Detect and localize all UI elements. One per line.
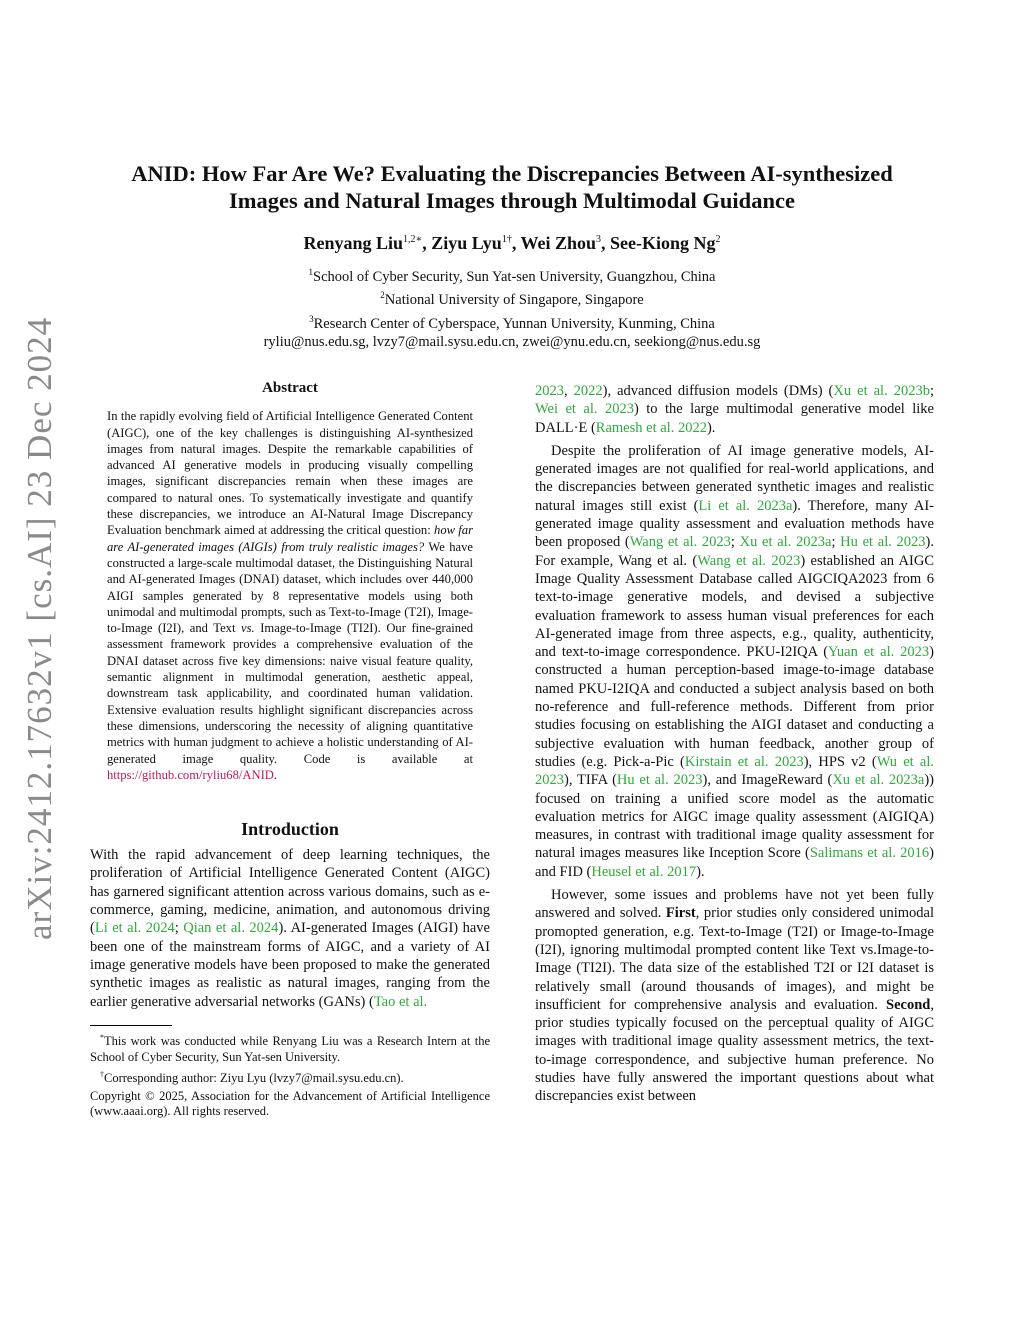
- paper-title: [60, 160, 964, 214]
- introduction-body-left: [90, 846, 490, 1011]
- abstract-text-part: Image-to-Image (TI2I). Our fine-grained assessment framework provides a comprehensive evaluation of the DNAI dataset across five key dimensions: naive visual feature quality, semantic alignment in multimodal generation, aesthetic appeal, downstream task applicability, and coordinated human validation. Extensive evaluation results highlight significant discrepancies across these dimensions, underscoring the necessity of aligning quantitative metrics with human judgment to achieve a holistic understanding of AI-generated image quality. Code is available at: [107, 621, 473, 766]
- copyright-notice: Copyright © 2025, Association for the Advancement of Artificial Intelligence (www.aaai.org). All rights reserved.: [90, 1088, 490, 1119]
- citation-link[interactable]: Ramesh et al. 2022: [595, 419, 707, 436]
- abstract-heading: Abstract: [262, 380, 318, 396]
- left-column: [90, 380, 490, 1122]
- citation-separator: ;: [730, 534, 740, 551]
- affiliation-text: School of Cyber Security, Sun Yat-sen University, Guangzhou, China: [313, 268, 716, 285]
- intro-text: , prior studies typically focused on the perceptual quality of AIGC images with traditional image quality assessment metrics, the text-to-image correspondence, and subjective human preference. No studies have fully answered the important questions about what discrepancies exist between: [535, 996, 934, 1105]
- footnote: [90, 1067, 490, 1087]
- footnotes: [90, 1030, 490, 1120]
- introduction-body-right: [535, 382, 934, 1106]
- intro-text: ), advanced diffusion models (DMs) (: [602, 383, 834, 399]
- citation-link[interactable]: Wei et al. 2023: [535, 401, 634, 418]
- intro-text: ). For example, Wang et al. (: [535, 534, 935, 569]
- intro-text: Despite the proliferation of AI image generative models, AI-generated images are not qualified for real-world applications, and the discrepancies between generated synthetic images and realistic natural images still exist (: [535, 442, 934, 514]
- affiliation: [60, 310, 964, 333]
- bold-keyword: First: [665, 905, 696, 922]
- author-affil-mark: 1†: [501, 234, 512, 245]
- citation-link[interactable]: Xu et al. 2023b: [833, 383, 930, 399]
- author-affil-mark: 3: [596, 234, 602, 245]
- intro-text: ) to the large multimodal generative model like DALL·E (: [535, 401, 934, 436]
- abstract-text-part: In the rapidly evolving field of Artificial Intelligence Generated Content (AIGC), one of the key challenges is distinguishing AI-synthesized images from natural images. Despite the remarkable capabilities of advanced AI generative models in producing visually compelling images, significant discrepancies remain when these images are compared to natural ones. To systematically investigate and quantify these discrepancies, we introduce an AI-Natural Image Discrepancy Evaluation benchmark aimed at addressing the critical question:: [107, 409, 473, 538]
- intro-text: With the rapid advancement of deep learning techniques, the proliferation of Artificial Intelligence Generated Content (AIGC) has garnered significant attention across various domains, such as e-commerce, gaming, medicine, animation, and autonomous driving (: [90, 847, 490, 937]
- intro-text: ).: [706, 419, 716, 436]
- author-affil-mark: 1,2∗: [402, 234, 423, 245]
- citation-link[interactable]: 2022: [573, 383, 603, 399]
- author-name: Ziyu Lyu: [431, 233, 502, 253]
- affiliation: [60, 286, 964, 309]
- affiliation: [60, 263, 964, 286]
- right-column: [535, 382, 934, 1106]
- affiliations: [60, 263, 964, 351]
- citation-link[interactable]: Hu et al. 2023: [616, 772, 703, 789]
- citation-link[interactable]: Wang et al. 2023: [629, 534, 731, 551]
- intro-paragraph: [535, 886, 934, 1106]
- intro-text: ), and ImageReward (: [702, 772, 833, 789]
- intro-text: ) and FID (: [535, 845, 935, 880]
- title-line-1: ANID: How Far Are We? Evaluating the Discrepancies Between AI-synthesized: [131, 161, 893, 186]
- footnote-text: Corresponding author: Ziyu Lyu (lvzy7@mail.sysu.edu.cn).: [104, 1071, 404, 1086]
- author-affil-mark: 2: [715, 234, 721, 245]
- citation-link[interactable]: Li et al. 2024: [94, 920, 175, 937]
- citation-link[interactable]: Kirstain et al. 2023: [684, 753, 804, 770]
- abstract-text-part: We have constructed a large-scale multimodal dataset, the Distinguishing Natural and AI-generated Images (DNAI) dataset, which includes over 440,000 AIGI samples generated by 8 representative models using both unimodal and multimodal prompts, such as Text-to-Image (T2I), Image-to-Image (I2I), and Text: [107, 539, 473, 636]
- author-separator: ,: [422, 233, 432, 253]
- intro-text: ) established an AIGC Image Quality Assessment Database called AIGCIQA2023 from 6 text-to-image generative models, and devised a subjective evaluation framework to assess human visual preferences for each AI-generated image from three aspects, e.g., quality, authenticity, and text-to-image correspondence. PKU-I2IQA (: [535, 552, 934, 661]
- citation-separator: ;: [174, 920, 184, 937]
- bold-keyword: Second: [886, 996, 931, 1013]
- footnote-mark: †: [100, 1070, 104, 1080]
- citation-link[interactable]: Qian et al. 2024: [183, 920, 279, 937]
- intro-text: ). AI-generated Images (AIGI) have been one of the mainstream forms of AIGC, and a variety of AI image generative models have been proposed to make the generated synthetic images as realistic as natural images, ranging from the earlier generative adversarial networks (GANs) (: [90, 920, 490, 1010]
- citation-link[interactable]: Wang et al. 2023: [697, 552, 801, 569]
- citation-separator: ;: [929, 383, 934, 399]
- abstract-vs: vs.: [241, 621, 255, 636]
- intro-paragraph: [535, 442, 934, 881]
- intro-text: ), HPS v2 (: [803, 753, 877, 770]
- affiliation-mark: 3: [309, 313, 314, 324]
- abstract-text-part: .: [273, 767, 278, 782]
- footnote-divider: [90, 1025, 172, 1026]
- author-name: See-Kiong Ng: [610, 233, 716, 253]
- citation-separator: ,: [564, 383, 574, 399]
- intro-text: ) constructed a human perception-based image-to-image database named PKU-I2IQA and conducted a subject analysis based on both no-reference and full-reference methods. Different from prior studies focusing on establishing the AIGI dataset and conducting a subjective evaluation with human feedback, another group of studies (e.g. Pick-a-Pic (: [535, 644, 934, 770]
- citation-link[interactable]: Hu et al. 2023: [840, 534, 926, 551]
- footnote: [90, 1030, 490, 1065]
- author-separator: ,: [601, 233, 611, 253]
- affiliation-text: Research Center of Cyberspace, Yunnan University, Kunming, China: [313, 315, 715, 332]
- intro-text: ), TIFA (: [564, 772, 617, 789]
- author-emails: ryliu@nus.edu.sg, lvzy7@mail.sysu.edu.cn, zwei@ynu.edu.cn, seekiong@nus.edu.sg: [263, 333, 761, 350]
- code-link[interactable]: https://github.com/ryliu68/ANID: [107, 767, 274, 782]
- intro-text: , prior studies only considered unimodal promopted generation, e.g. Text-to-Image (T2I) or Image-to-Image (I2I), ignoring multimodal prompted content like Text vs.Image-to-Image (TI2I). The data size of the established T2I or I2I dataset is relatively small (around thousands of images), and might be insufficient for comprehensive analysis and evaluation.: [535, 905, 934, 1013]
- citation-link[interactable]: Wu et al. 2023: [535, 753, 934, 789]
- affiliation-mark: 2: [380, 290, 385, 301]
- citation-link[interactable]: Xu et al. 2023a: [832, 772, 925, 789]
- citation-link[interactable]: Salimans et al. 2016: [809, 845, 930, 862]
- intro-text: ). Therefore, many AI-generated image quality assessment and evaluation methods have been proposed (: [535, 497, 934, 551]
- abstract-question: how far are AI-generated images (AIGIs) from truly realistic images?: [107, 523, 473, 554]
- title-line-2: Images and Natural Images through Multimodal Guidance: [229, 188, 795, 213]
- author-separator: ,: [511, 233, 521, 253]
- footnote-mark: *: [100, 1032, 104, 1042]
- affiliation-text: National University of Singapore, Singapore: [384, 292, 644, 309]
- author-name: Wei Zhou: [520, 233, 597, 253]
- arxiv-identifier: arXiv:2412.17632v1 [cs.AI] 23 Dec 2024: [20, 316, 59, 940]
- intro-paragraph: [90, 846, 490, 1011]
- intro-text: ).: [696, 863, 705, 880]
- intro-text: However, some issues and problems have not yet been fully answered and solved.: [535, 887, 934, 922]
- abstract-text: [107, 408, 473, 783]
- citation-link[interactable]: Li et al. 2023a: [698, 497, 793, 514]
- footnote-text: This work was conducted while Renyang Liu was a Research Intern at the School of Cyber Security, Sun Yat-sen University.: [90, 1033, 490, 1064]
- author-list: [60, 233, 964, 254]
- citation-link[interactable]: Heusel et al. 2017: [591, 863, 697, 880]
- abstract-section: [107, 380, 473, 783]
- citation-link[interactable]: Xu et al. 2023a: [739, 534, 832, 551]
- citation-separator: ;: [831, 534, 841, 551]
- citation-link[interactable]: 2023: [535, 383, 564, 399]
- intro-text: )) focused on training a unified score model as the automatic evaluation metrics for AIGC image quality assessment (AIGIQA) measures, in contrast with traditional image quality assessment for natural images measures like Inception Score (: [535, 772, 935, 862]
- citation-link[interactable]: Yuan et al. 2023: [828, 644, 930, 661]
- intro-paragraph-continued: [535, 382, 934, 437]
- affiliation-mark: 1: [308, 267, 314, 277]
- author-name: Renyang Liu: [303, 233, 403, 253]
- citation-link[interactable]: Tao et al.: [373, 993, 428, 1010]
- introduction-heading: Introduction: [241, 819, 339, 840]
